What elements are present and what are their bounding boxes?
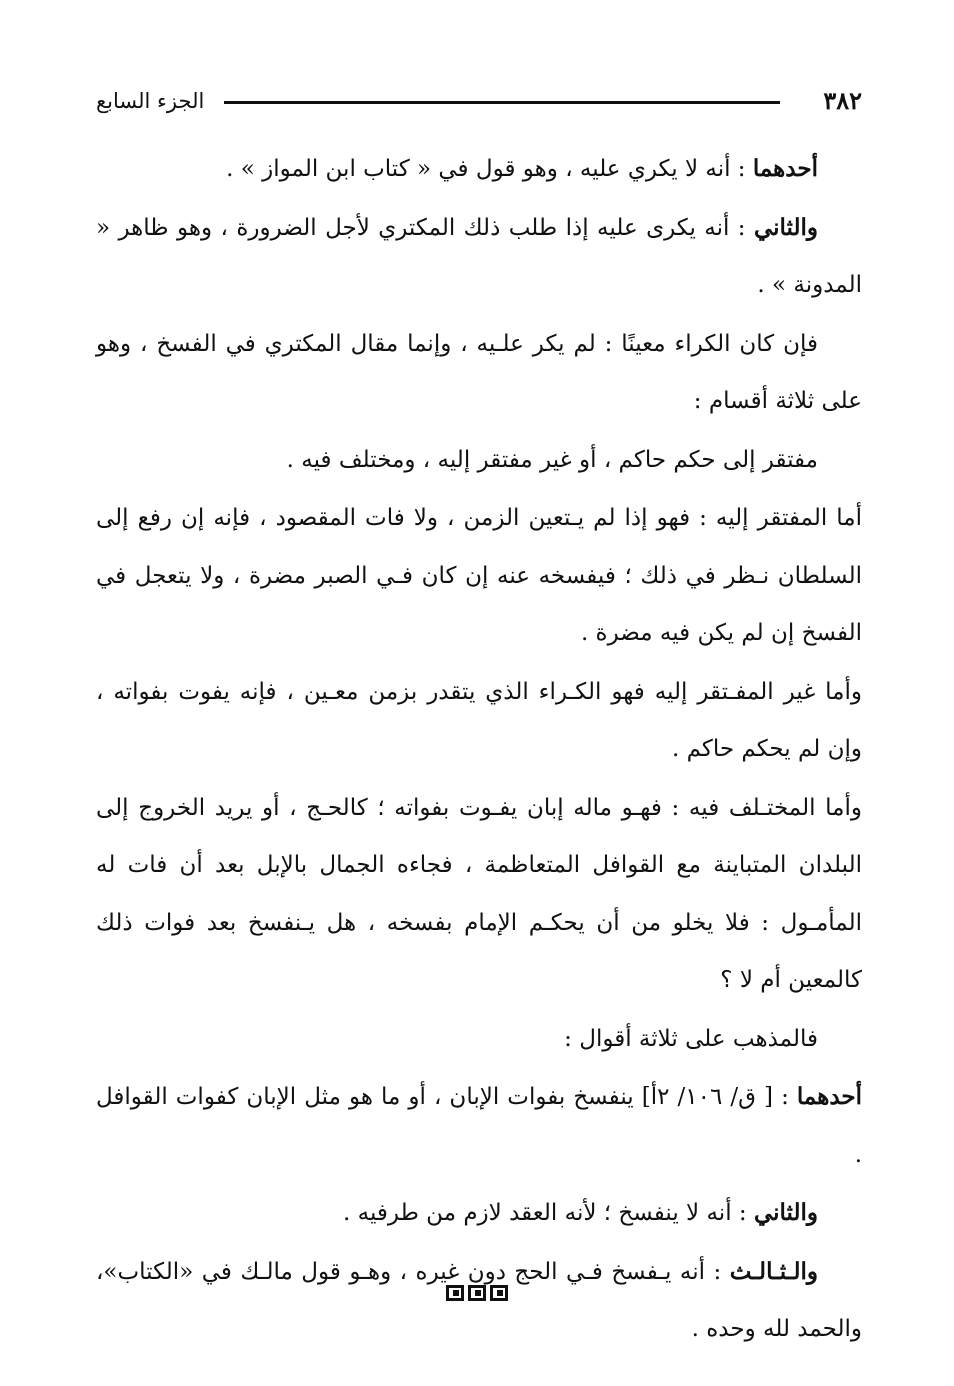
paragraph-7 (96, 779, 862, 1010)
paragraph-2 (96, 199, 862, 315)
end-ornament-icon (0, 1285, 954, 1301)
paragraph-4 (96, 431, 862, 490)
paragraph-6 (96, 663, 862, 779)
paragraph-text: مفتقر إلى حكم حاكم ، أو غير مفتقر إليه ، ومختلف فيه . (286, 446, 818, 473)
running-header (96, 86, 862, 120)
paragraph-1 (96, 140, 862, 199)
paragraph-10 (96, 1184, 862, 1243)
paragraph-text: فالمذهب على ثلاثة أقوال : (564, 1025, 818, 1052)
paragraph-text: : أنه يكرى عليه إذا طلب ذلك المكتري لأجل الضرورة ، وهو ظاهر « المدونة » . (96, 214, 862, 298)
paragraph-lead: والـثـالـث (729, 1257, 818, 1285)
paragraph-9 (96, 1068, 862, 1184)
paragraph-text: أما المفتقر إليه : فهو إذا لم يـتعين الزمن ، ولا فات المقصود ، فإنه إن رفع إلى السلطان نـظر في ذلك ؛ فيفسخه عنه إن كان فـي الصبر مضرة ، ولا يتعجل في الفسخ إن لم يكن فيه مضرة . (96, 505, 862, 646)
paragraph-lead: أحدهما (796, 1083, 863, 1110)
running-title: الجزء السابع (96, 89, 205, 113)
header-rule (224, 101, 780, 104)
ornament-square-icon (490, 1285, 508, 1301)
paragraph-text: فإن كان الكراء معينًا : لم يكر علـيه ، وإنما مقال المكتري في الفسخ ، وهو على ثلاثة أقسام : (96, 330, 862, 414)
paragraph-5 (96, 489, 862, 663)
paragraph-text: : أنه لا ينفسخ ؛ لأنه العقد لازم من طرفيه . (342, 1200, 754, 1226)
paragraph-text: : [ ق/ ١٠٦/ ٢أ] ينفسخ بفوات الإبان ، أو ما هو مثل الإبان كفوات القوافل . (96, 1084, 862, 1168)
paragraph-lead: أحدهما (752, 155, 818, 182)
paragraph-3 (96, 315, 862, 431)
paragraph-lead: والثاني (753, 213, 818, 241)
paragraph-lead: والثاني (753, 1199, 818, 1226)
ornament-square-icon (468, 1285, 486, 1301)
paragraph-text: : أنه يـفسخ فـي الحج دون غيره ، وهـو قول مالـك في «الكتاب»، والحمد لله وحده . (96, 1258, 862, 1342)
ornament-square-icon (446, 1285, 464, 1301)
paragraph-text: وأما غير المفـتقر إليه فهو الكـراء الذي يتقدر بزمن معـين ، فإنه يفوت بفواته ، وإن لم يحكم حاكم . (96, 678, 862, 762)
body-text (96, 140, 862, 1359)
paragraph-text: : أنه لا يكري عليه ، وهو قول في « كتاب ابن المواز » . (226, 156, 753, 182)
paragraph-text: وأما المختـلف فيه : فهـو ماله إبان يفـوت بفواته ؛ كالحـج ، أو يريد الخروج إلى البلدان المتباينة مع القوافل المتعاظمة ، فجاءه الجمال بالإبل بعد أن فات له المأمـول : فلا يخلو من أن يحكـم الإمام بفسخه ، هل يـنفسخ بعد فوات ذلك كالمعين أم لا ؟ (96, 794, 862, 993)
paragraph-8 (96, 1010, 862, 1069)
page-number: ٣٨٢ (823, 86, 862, 115)
